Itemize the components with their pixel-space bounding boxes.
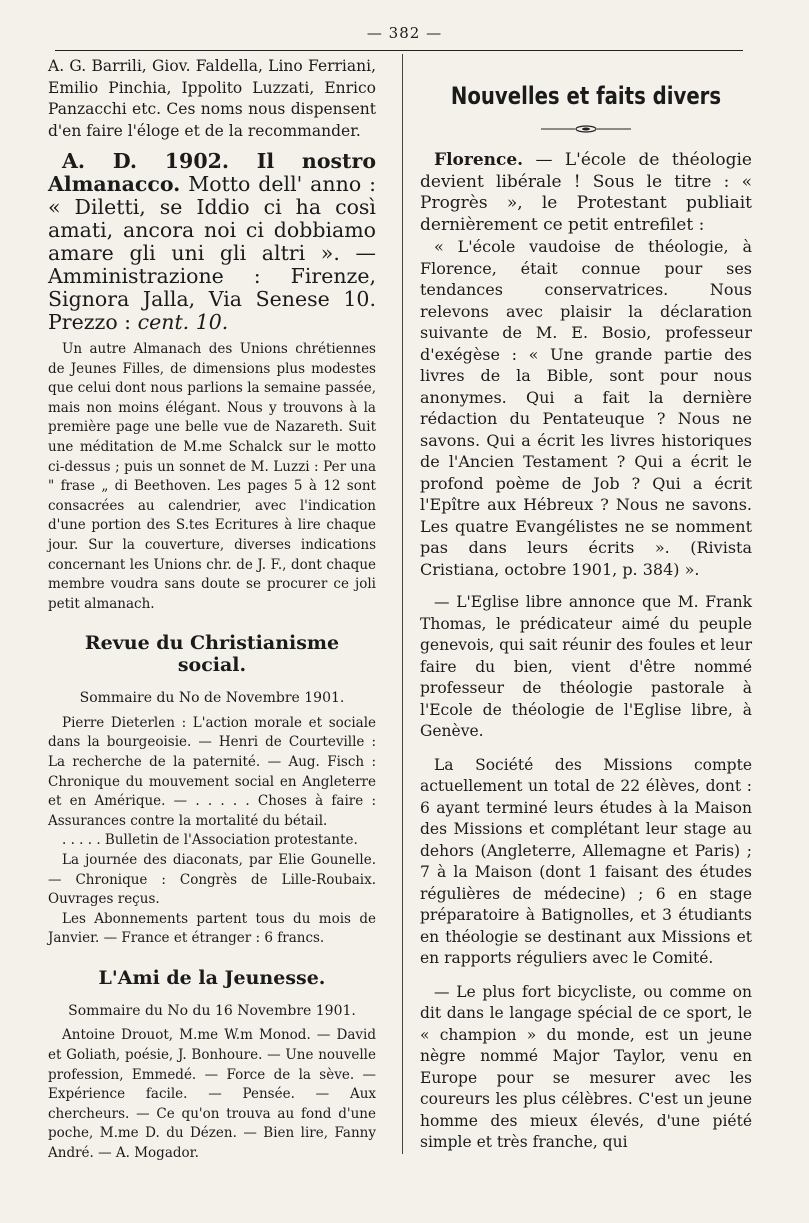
revue-body: Pierre Dieterlen : L'action morale et sociale dans la bourgeoisie. — Henri de Courteville : La recherche de la paternité. — Aug. Fisch : Chronique du mouvement social en Angleterre et en Amérique. — . . . . . Choses à faire : Assurances contre la mortalité du bétail. [48,714,376,829]
intro-paragraph: A. G. Barrili, Giov. Faldella, Lino Ferriani, Emilio Pinchia, Ippolito Luzzati, Enrico Panzacchi etc. Ces noms nous dispensent d'en faire l'éloge et de la recommander. [48,57,376,140]
right-column [420,56,752,1154]
section-title: Nouvelles et faits divers [450,82,722,110]
page-number: — 382 — [366,24,443,42]
florence-heading: Florence. [434,150,524,170]
florence-paragraph [420,150,752,236]
column-divider [402,54,403,1154]
left-column [48,56,376,1164]
florence-quote: « L'école vaudoise de théologie, à Florence, était connue pour ses tendances conservatrices. Nous relevons avec plaisir la déclaration suivante de M. E. Bosio, professeur d'exégèse : « Une grande partie des livres de la Bible, sont pour nous anonymes. Qui a fait la dernière rédaction du Pentateuque ? Nous ne savons. Qui a écrit les livres historiques de l'Ancien Testament ? Qui a écrit le profond poème de Job ? Qui a écrit l'Epître aux Hébreux ? Nous ne savons. Les quatre Evangélistes ne se nomment pas dans leurs écrits ». (Rivista Cristiana, octobre 1901, p. 384) ». [420,237,752,579]
header-rule [55,50,743,51]
eglise-paragraph: — L'Eglise libre annonce que M. Frank Thomas, le prédicateur aimé du peuple genevois, qui sait réunir des foules et leur faire du bien, vient d'être nommé professeur de théologie pastorale à l'Ecole de théologie de l'Eglise libre, à Genève. [420,593,752,740]
missions-paragraph: La Société des Missions compte actuellement un total de 22 élèves, dont : 6 ayant terminé leurs études à la Maison des Missions et complétant leur stage au dehors (Angleterre, Allemagne et Paris) ; 7 à la Maison (dont 1 faisant des études régulières de médecine) ; 6 en stage préparatoire à Batignolles, et 3 étudiants en théologie se destinant aux Missions et en rapports réguliers avec le Comité. [420,755,752,967]
almanacco-paragraph [48,150,376,334]
ami-body: Antoine Drouot, M.me W.m Monod. — David et Goliath, poésie, J. Bonhoure. — Une nouvelle profession, Emmedé. — Force de la sève. — Expérience facile. — Pensée. — Aux chercheurs. — Ce qu'on trouva au fond d'une poche, M.me D. du Dézen. — Bien lire, Fanny André. — A. Mogador. [48,1027,376,1161]
unions-paragraph: Un autre Almanach des Unions chrétiennes de Jeunes Filles, de dimensions plus modestes que celui dont nous parlions la semaine passée, mais non moins élégant. Nous y trouvons à la première page une belle vue de Nazareth. Suit une méditation de M.me Schalck sur le motto ci-dessus ; puis un sonnet de M. Luzzi : Per una " frase „ di Beethoven. Les pages 5 à 12 sont consacrées au calendrier, avec l'indication d'une portion des S.tes Ecritures à lire chaque jour. Sur la couverture, diverses indications concernant les Unions chr. de J. F., dont chaque membre voudra sans doute se procurer ce joli petit almanach. [48,341,376,612]
ami-sommaire: Sommaire du No du 16 Novembre 1901. [68,1002,356,1019]
florence-text: — L'école de théologie devient libérale ! Sous le titre : « Progrès », le Protestant publiait dernièrement ce petit entrefilet : [420,150,752,235]
revue-title: Revue du Christianisme social. [84,632,340,677]
almanacco-price: cent. 10. [137,310,229,334]
almanacco-heading: A. D. 1902. Il nostro Almanacco. [48,149,376,196]
revue-abonnements: Les Abonnements partent tous du mois de Janvier. — France et étranger : 6 francs. [48,910,376,947]
almanacco-text: Motto dell' anno : « Diletti, se Iddio ci ha così amati, ancora noi ci dobbiamo amare gli uni gli altri ». — Amministrazione : Firenze, Signora Jalla, Via Senese 10. Prezzo : [48,172,376,334]
revue-sommaire: Sommaire du No de Novembre 1901. [79,690,345,707]
revue-journee: La journée des diaconats, par Elie Gounelle. — Chronique : Congrès de Lille-Roubaix. Ouvrages reçus. [48,851,376,908]
ami-title: L'Ami de la Jeunesse. [98,966,326,989]
ornament-divider-icon [420,124,752,134]
revue-bulletin: . . . . . Bulletin de l'Association protestante. [62,832,358,849]
cycliste-paragraph: — Le plus fort bicycliste, ou comme on dit dans le langage spécial de ce sport, le « champion » du monde, est un jeune nègre nommé Major Taylor, venu en Europe pour se mesurer avec les coureurs les plus célèbres. C'est un jeune homme des mieux élevés, d'une piété simple et très franche, qui [420,982,752,1151]
